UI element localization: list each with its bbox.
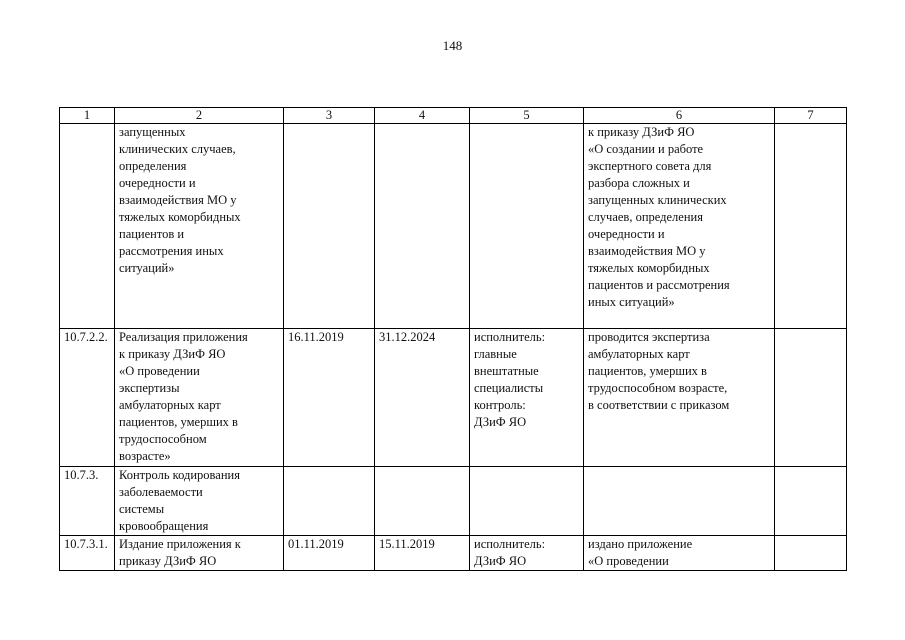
cell-num: 10.7.3. (60, 467, 115, 536)
table-row (60, 329, 847, 467)
cell-num (60, 124, 115, 329)
cell-result: издано приложение «О проведении (584, 536, 775, 571)
cell-name: Реализация приложения к приказу ДЗиФ ЯО «О проведении экспертизы амбулаторных карт пациентов, умерших в трудоспособном возрасте» (115, 329, 284, 467)
column-header: 7 (775, 108, 847, 124)
column-header: 2 (115, 108, 284, 124)
cell-result: проводится экспертиза амбулаторных карт пациентов, умерших в трудоспособном возрасте, в соответствии с приказом (584, 329, 775, 467)
cell-executor: исполнитель: главные внештатные специалисты контроль: ДЗиФ ЯО (470, 329, 584, 467)
column-header: 4 (375, 108, 470, 124)
table-row (60, 124, 847, 329)
column-header-row (60, 108, 847, 124)
cell-end (375, 124, 470, 329)
cell-start: 01.11.2019 (284, 536, 375, 571)
cell-result (584, 467, 775, 536)
cell-start (284, 467, 375, 536)
cell-end (375, 467, 470, 536)
cell-name: запущенных клинических случаев, определения очередности и взаимодействия МО у тяжелых коморбидных пациентов и рассмотрения иных ситуаций» (115, 124, 284, 329)
plan-table (59, 107, 847, 571)
cell-start: 16.11.2019 (284, 329, 375, 467)
cell-executor: исполнитель: ДЗиФ ЯО (470, 536, 584, 571)
cell-note (775, 467, 847, 536)
table-row (60, 467, 847, 536)
cell-note (775, 124, 847, 329)
cell-note (775, 536, 847, 571)
cell-end: 15.11.2019 (375, 536, 470, 571)
cell-num: 10.7.3.1. (60, 536, 115, 571)
column-header: 5 (470, 108, 584, 124)
column-header: 1 (60, 108, 115, 124)
cell-executor (470, 467, 584, 536)
cell-result: к приказу ДЗиФ ЯО «О создании и работе экспертного совета для разбора сложных и запущенных клинических случаев, определения очередности и взаимодействия МО у тяжелых коморбидных пациентов и рассмотрения иных ситуаций» (584, 124, 775, 329)
column-header: 3 (284, 108, 375, 124)
cell-executor (470, 124, 584, 329)
page-number: 148 (442, 38, 463, 53)
cell-end: 31.12.2024 (375, 329, 470, 467)
cell-name: Издание приложения к приказу ДЗиФ ЯО (115, 536, 284, 571)
column-header: 6 (584, 108, 775, 124)
cell-num: 10.7.2.2. (60, 329, 115, 467)
cell-note (775, 329, 847, 467)
cell-name: Контроль кодирования заболеваемости системы кровообращения (115, 467, 284, 536)
cell-start (284, 124, 375, 329)
table-row (60, 536, 847, 571)
